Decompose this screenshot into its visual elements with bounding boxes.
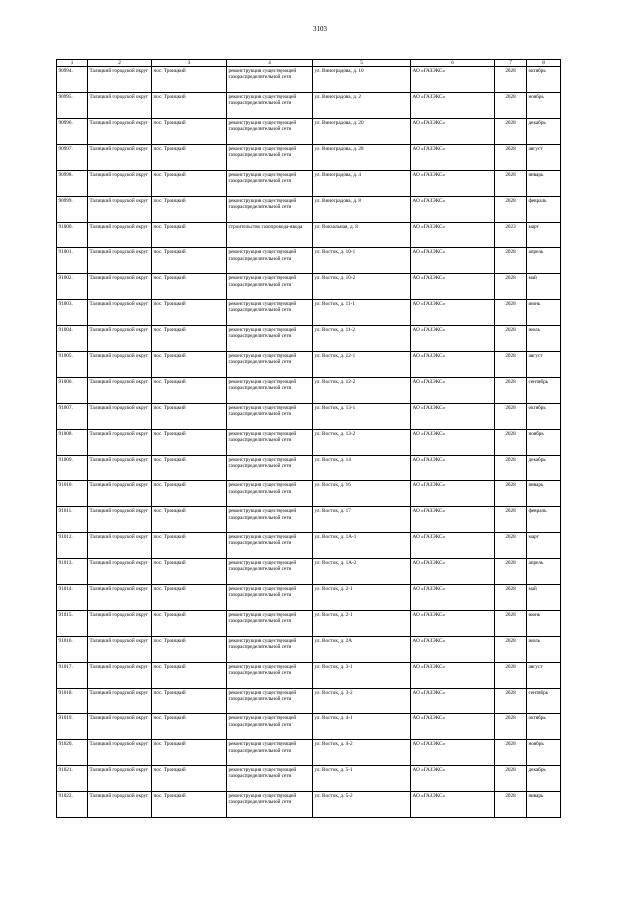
municipality-cell: Талицкий городской округ (88, 326, 152, 352)
settlement-cell: пос. Троицкий (152, 481, 227, 507)
settlement-cell: пос. Троицкий (152, 196, 227, 222)
table-row (57, 118, 561, 144)
organization-cell: АО «ГАЗЭКС» (411, 326, 495, 352)
row-number-cell: 91009. (57, 455, 88, 481)
organization-cell: АО «ГАЗЭКС» (411, 118, 495, 144)
municipality-cell: Талицкий городской округ (88, 688, 152, 714)
row-number-cell: 91010. (57, 481, 88, 507)
month-cell: август (527, 352, 561, 378)
work-type-cell: реконструкция существующей газораспределительной сети (227, 792, 313, 818)
month-cell: апрель (527, 248, 561, 274)
row-number-cell: 91011. (57, 507, 88, 533)
year-cell: 2028 (495, 585, 527, 611)
table-row (57, 352, 561, 378)
municipality-cell: Талицкий городской округ (88, 559, 152, 585)
address-cell: ул. Восток, д. 16 (313, 481, 411, 507)
table-row (57, 585, 561, 611)
address-cell: ул. Виноградова, д. 10 (313, 67, 411, 93)
address-cell: ул. Восток, д. 5-1 (313, 766, 411, 792)
table-row (57, 766, 561, 792)
column-header: 8 (527, 60, 561, 67)
work-type-cell: реконструкция существующей газораспределительной сети (227, 455, 313, 481)
organization-cell: АО «ГАЗЭКС» (411, 377, 495, 403)
work-type-cell: реконструкция существующей газораспределительной сети (227, 429, 313, 455)
year-cell: 2028 (495, 93, 527, 119)
column-header: 6 (411, 60, 495, 67)
settlement-cell: пос. Троицкий (152, 403, 227, 429)
column-header: 4 (227, 60, 313, 67)
table-row (57, 248, 561, 274)
settlement-cell: пос. Троицкий (152, 662, 227, 688)
column-number-row (57, 60, 561, 67)
row-number-cell: 91017. (57, 662, 88, 688)
row-number-cell: 90994. (57, 67, 88, 93)
month-cell: январь (527, 170, 561, 196)
month-cell: сентябрь (527, 688, 561, 714)
organization-cell: АО «ГАЗЭКС» (411, 196, 495, 222)
month-cell: июль (527, 326, 561, 352)
address-cell: ул. Восток, д. 13-1 (313, 403, 411, 429)
month-cell: декабрь (527, 455, 561, 481)
work-type-cell: реконструкция существующей газораспределительной сети (227, 533, 313, 559)
municipality-cell: Талицкий городской округ (88, 610, 152, 636)
row-number-cell: 91012. (57, 533, 88, 559)
settlement-cell: пос. Троицкий (152, 429, 227, 455)
organization-cell: АО «ГАЗЭКС» (411, 403, 495, 429)
row-number-cell: 91018. (57, 688, 88, 714)
address-cell: ул. Виноградова, д. 20 (313, 118, 411, 144)
month-cell: февраль (527, 196, 561, 222)
row-number-cell: 91013. (57, 559, 88, 585)
municipality-cell: Талицкий городской округ (88, 67, 152, 93)
year-cell: 2028 (495, 170, 527, 196)
table-row (57, 507, 561, 533)
month-cell: август (527, 144, 561, 170)
address-cell: ул. Восток, д. 17 (313, 507, 411, 533)
row-number-cell: 91005. (57, 352, 88, 378)
municipality-cell: Талицкий городской округ (88, 481, 152, 507)
address-cell: ул. Восток, д. 4-1 (313, 714, 411, 740)
year-cell: 2028 (495, 766, 527, 792)
organization-cell: АО «ГАЗЭКС» (411, 766, 495, 792)
year-cell: 2028 (495, 688, 527, 714)
address-cell: ул. Виноградова, д. 28 (313, 144, 411, 170)
table-row (57, 740, 561, 766)
municipality-cell: Талицкий городской округ (88, 196, 152, 222)
year-cell: 2028 (495, 429, 527, 455)
work-type-cell: реконструкция существующей газораспределительной сети (227, 170, 313, 196)
organization-cell: АО «ГАЗЭКС» (411, 740, 495, 766)
settlement-cell: пос. Троицкий (152, 274, 227, 300)
organization-cell: АО «ГАЗЭКС» (411, 455, 495, 481)
row-number-cell: 91022. (57, 792, 88, 818)
municipality-cell: Талицкий городской округ (88, 118, 152, 144)
organization-cell: АО «ГАЗЭКС» (411, 144, 495, 170)
work-type-cell: реконструкция существующей газораспределительной сети (227, 196, 313, 222)
address-cell: ул. Восток, д. 2-1 (313, 610, 411, 636)
month-cell: декабрь (527, 766, 561, 792)
organization-cell: АО «ГАЗЭКС» (411, 300, 495, 326)
address-cell: ул. Восток, д. 5-2 (313, 792, 411, 818)
column-header: 5 (313, 60, 411, 67)
month-cell: март (527, 533, 561, 559)
organization-cell: АО «ГАЗЭКС» (411, 429, 495, 455)
month-cell: октябрь (527, 403, 561, 429)
settlement-cell: пос. Троицкий (152, 740, 227, 766)
year-cell: 2028 (495, 507, 527, 533)
page-number: 3103 (313, 25, 327, 33)
municipality-cell: Талицкий городской округ (88, 274, 152, 300)
year-cell: 2028 (495, 714, 527, 740)
year-cell: 2028 (495, 792, 527, 818)
municipality-cell: Талицкий городской округ (88, 766, 152, 792)
organization-cell: АО «ГАЗЭКС» (411, 481, 495, 507)
work-type-cell: реконструкция существующей газораспределительной сети (227, 326, 313, 352)
organization-cell: АО «ГАЗЭКС» (411, 792, 495, 818)
municipality-cell: Талицкий городской округ (88, 585, 152, 611)
table-row (57, 481, 561, 507)
municipality-cell: Талицкий городской округ (88, 403, 152, 429)
work-type-cell: реконструкция существующей газораспределительной сети (227, 144, 313, 170)
year-cell: 2028 (495, 196, 527, 222)
column-header: 3 (152, 60, 227, 67)
municipality-cell: Талицкий городской округ (88, 248, 152, 274)
table-row (57, 403, 561, 429)
table-row (57, 636, 561, 662)
work-type-cell: реконструкция существующей газораспределительной сети (227, 766, 313, 792)
month-cell: май (527, 274, 561, 300)
municipality-cell: Талицкий городской округ (88, 377, 152, 403)
municipality-cell: Талицкий городской округ (88, 170, 152, 196)
municipality-cell: Талицкий городской округ (88, 636, 152, 662)
year-cell: 2028 (495, 300, 527, 326)
year-cell: 2028 (495, 662, 527, 688)
work-type-cell: реконструкция существующей газораспределительной сети (227, 403, 313, 429)
table-body (57, 67, 561, 818)
municipality-cell: Талицкий городской округ (88, 222, 152, 248)
organization-cell: АО «ГАЗЭКС» (411, 507, 495, 533)
column-header: 2 (88, 60, 152, 67)
table-row (57, 67, 561, 93)
settlement-cell: пос. Троицкий (152, 792, 227, 818)
year-cell: 2028 (495, 377, 527, 403)
municipality-cell: Талицкий городской округ (88, 533, 152, 559)
month-cell: октябрь (527, 714, 561, 740)
year-cell: 2028 (495, 274, 527, 300)
work-type-cell: реконструкция существующей газораспределительной сети (227, 714, 313, 740)
row-number-cell: 91016. (57, 636, 88, 662)
table-row (57, 662, 561, 688)
month-cell: июнь (527, 300, 561, 326)
row-number-cell: 90995. (57, 93, 88, 119)
month-cell: октябрь (527, 67, 561, 93)
municipality-cell: Талицкий городской округ (88, 300, 152, 326)
month-cell: декабрь (527, 118, 561, 144)
organization-cell: АО «ГАЗЭКС» (411, 248, 495, 274)
table-row (57, 377, 561, 403)
year-cell: 2028 (495, 481, 527, 507)
work-type-cell: реконструкция существующей газораспределительной сети (227, 481, 313, 507)
row-number-cell: 91004. (57, 326, 88, 352)
organization-cell: АО «ГАЗЭКС» (411, 93, 495, 119)
row-number-cell: 91003. (57, 300, 88, 326)
settlement-cell: пос. Троицкий (152, 455, 227, 481)
month-cell: январь (527, 481, 561, 507)
year-cell: 2028 (495, 67, 527, 93)
settlement-cell: пос. Троицкий (152, 533, 227, 559)
month-cell: июнь (527, 610, 561, 636)
address-cell: ул. Восток, д. 12-1 (313, 352, 411, 378)
year-cell: 2028 (495, 610, 527, 636)
address-cell: ул. Восток, д. 2-1 (313, 585, 411, 611)
settlement-cell: пос. Троицкий (152, 585, 227, 611)
table-row (57, 93, 561, 119)
year-cell: 2028 (495, 144, 527, 170)
settlement-cell: пос. Троицкий (152, 714, 227, 740)
month-cell: июль (527, 636, 561, 662)
settlement-cell: пос. Троицкий (152, 688, 227, 714)
month-cell: ноябрь (527, 429, 561, 455)
month-cell: сентябрь (527, 377, 561, 403)
settlement-cell: пос. Троицкий (152, 507, 227, 533)
column-header: 1 (57, 60, 88, 67)
table-row (57, 688, 561, 714)
settlement-cell: пос. Троицкий (152, 222, 227, 248)
work-type-cell: реконструкция существующей газораспределительной сети (227, 300, 313, 326)
table-row (57, 326, 561, 352)
year-cell: 2028 (495, 636, 527, 662)
table-row (57, 714, 561, 740)
address-cell: ул. Восток, д. 14 (313, 455, 411, 481)
table-row (57, 196, 561, 222)
organization-cell: АО «ГАЗЭКС» (411, 610, 495, 636)
month-cell: август (527, 662, 561, 688)
settlement-cell: пос. Троицкий (152, 300, 227, 326)
year-cell: 2023 (495, 222, 527, 248)
organization-cell: АО «ГАЗЭКС» (411, 585, 495, 611)
row-number-cell: 90999. (57, 196, 88, 222)
work-type-cell: реконструкция существующей газораспределительной сети (227, 507, 313, 533)
work-type-cell: реконструкция существующей газораспределительной сети (227, 662, 313, 688)
work-type-cell: строительство газопровода-ввода (227, 222, 313, 248)
table-row (57, 455, 561, 481)
work-type-cell: реконструкция существующей газораспределительной сети (227, 740, 313, 766)
year-cell: 2028 (495, 740, 527, 766)
row-number-cell: 91002. (57, 274, 88, 300)
work-type-cell: реконструкция существующей газораспределительной сети (227, 274, 313, 300)
row-number-cell: 90998. (57, 170, 88, 196)
municipality-cell: Талицкий городской округ (88, 662, 152, 688)
year-cell: 2028 (495, 326, 527, 352)
address-cell: ул. Восток, д. 11-1 (313, 300, 411, 326)
address-cell: ул. Восток, д. 11-2 (313, 326, 411, 352)
work-type-cell: реконструкция существующей газораспределительной сети (227, 688, 313, 714)
organization-cell: АО «ГАЗЭКС» (411, 170, 495, 196)
row-number-cell: 90997. (57, 144, 88, 170)
municipality-cell: Талицкий городской округ (88, 93, 152, 119)
organization-cell: АО «ГАЗЭКС» (411, 559, 495, 585)
row-number-cell: 91000. (57, 222, 88, 248)
table-row (57, 429, 561, 455)
settlement-cell: пос. Троицкий (152, 248, 227, 274)
month-cell: февраль (527, 507, 561, 533)
month-cell: апрель (527, 559, 561, 585)
address-cell: ул. Виноградова, д. 2 (313, 93, 411, 119)
table-row (57, 274, 561, 300)
row-number-cell: 91021. (57, 766, 88, 792)
address-cell: ул. Восток, д. 12-2 (313, 377, 411, 403)
address-cell: ул. Восток, д. 3-2 (313, 688, 411, 714)
row-number-cell: 91001. (57, 248, 88, 274)
work-type-cell: реконструкция существующей газораспределительной сети (227, 610, 313, 636)
work-type-cell: реконструкция существующей газораспределительной сети (227, 377, 313, 403)
address-cell: ул. Виноградова, д. 4 (313, 170, 411, 196)
work-type-cell: реконструкция существующей газораспределительной сети (227, 636, 313, 662)
settlement-cell: пос. Троицкий (152, 118, 227, 144)
table-row (57, 300, 561, 326)
municipality-cell: Талицкий городской округ (88, 507, 152, 533)
municipality-cell: Талицкий городской округ (88, 144, 152, 170)
organization-cell: АО «ГАЗЭКС» (411, 662, 495, 688)
settlement-cell: пос. Троицкий (152, 144, 227, 170)
municipality-cell: Талицкий городской округ (88, 740, 152, 766)
work-type-cell: реконструкция существующей газораспределительной сети (227, 585, 313, 611)
organization-cell: АО «ГАЗЭКС» (411, 222, 495, 248)
table-row (57, 559, 561, 585)
address-cell: ул. Вокзальная, д. 8 (313, 222, 411, 248)
settlement-cell: пос. Троицкий (152, 67, 227, 93)
organization-cell: АО «ГАЗЭКС» (411, 636, 495, 662)
row-number-cell: 91014. (57, 585, 88, 611)
organization-cell: АО «ГАЗЭКС» (411, 352, 495, 378)
month-cell: ноябрь (527, 740, 561, 766)
month-cell: май (527, 585, 561, 611)
work-type-cell: реконструкция существующей газораспределительной сети (227, 118, 313, 144)
address-cell: ул. Восток, д. 1А-2 (313, 559, 411, 585)
table-row (57, 170, 561, 196)
year-cell: 2028 (495, 455, 527, 481)
gas-network-table (56, 59, 561, 818)
work-type-cell: реконструкция существующей газораспределительной сети (227, 559, 313, 585)
month-cell: январь (527, 792, 561, 818)
municipality-cell: Талицкий городской округ (88, 352, 152, 378)
row-number-cell: 91020. (57, 740, 88, 766)
municipality-cell: Талицкий городской округ (88, 792, 152, 818)
address-cell: ул. Восток, д. 1А-1 (313, 533, 411, 559)
year-cell: 2028 (495, 559, 527, 585)
work-type-cell: реконструкция существующей газораспределительной сети (227, 93, 313, 119)
address-cell: ул. Восток, д. 10-2 (313, 274, 411, 300)
municipality-cell: Талицкий городской округ (88, 714, 152, 740)
column-header: 7 (495, 60, 527, 67)
address-cell: ул. Восток, д. 10-1 (313, 248, 411, 274)
settlement-cell: пос. Троицкий (152, 610, 227, 636)
row-number-cell: 91015. (57, 610, 88, 636)
row-number-cell: 91019. (57, 714, 88, 740)
table-row (57, 533, 561, 559)
settlement-cell: пос. Троицкий (152, 636, 227, 662)
table-row (57, 222, 561, 248)
row-number-cell: 91006. (57, 377, 88, 403)
row-number-cell: 91007. (57, 403, 88, 429)
address-cell: ул. Восток, д. 13-2 (313, 429, 411, 455)
table-row (57, 792, 561, 818)
municipality-cell: Талицкий городской округ (88, 455, 152, 481)
settlement-cell: пос. Троицкий (152, 559, 227, 585)
municipality-cell: Талицкий городской округ (88, 429, 152, 455)
month-cell: ноябрь (527, 93, 561, 119)
address-cell: ул. Восток, д. 4-2 (313, 740, 411, 766)
address-cell: ул. Восток, д. 3-1 (313, 662, 411, 688)
settlement-cell: пос. Троицкий (152, 326, 227, 352)
table-row (57, 144, 561, 170)
settlement-cell: пос. Троицкий (152, 93, 227, 119)
organization-cell: АО «ГАЗЭКС» (411, 67, 495, 93)
organization-cell: АО «ГАЗЭКС» (411, 688, 495, 714)
organization-cell: АО «ГАЗЭКС» (411, 533, 495, 559)
work-type-cell: реконструкция существующей газораспределительной сети (227, 352, 313, 378)
settlement-cell: пос. Троицкий (152, 766, 227, 792)
organization-cell: АО «ГАЗЭКС» (411, 714, 495, 740)
address-cell: ул. Восток, д. 2А (313, 636, 411, 662)
organization-cell: АО «ГАЗЭКС» (411, 274, 495, 300)
table-row (57, 610, 561, 636)
address-cell: ул. Виноградова, д. 8 (313, 196, 411, 222)
work-type-cell: реконструкция существующей газораспределительной сети (227, 67, 313, 93)
settlement-cell: пос. Троицкий (152, 170, 227, 196)
settlement-cell: пос. Троицкий (152, 352, 227, 378)
row-number-cell: 90996. (57, 118, 88, 144)
year-cell: 2028 (495, 248, 527, 274)
year-cell: 2028 (495, 533, 527, 559)
settlement-cell: пос. Троицкий (152, 377, 227, 403)
year-cell: 2028 (495, 403, 527, 429)
year-cell: 2028 (495, 118, 527, 144)
year-cell: 2028 (495, 352, 527, 378)
row-number-cell: 91008. (57, 429, 88, 455)
work-type-cell: реконструкция существующей газораспределительной сети (227, 248, 313, 274)
month-cell: март (527, 222, 561, 248)
